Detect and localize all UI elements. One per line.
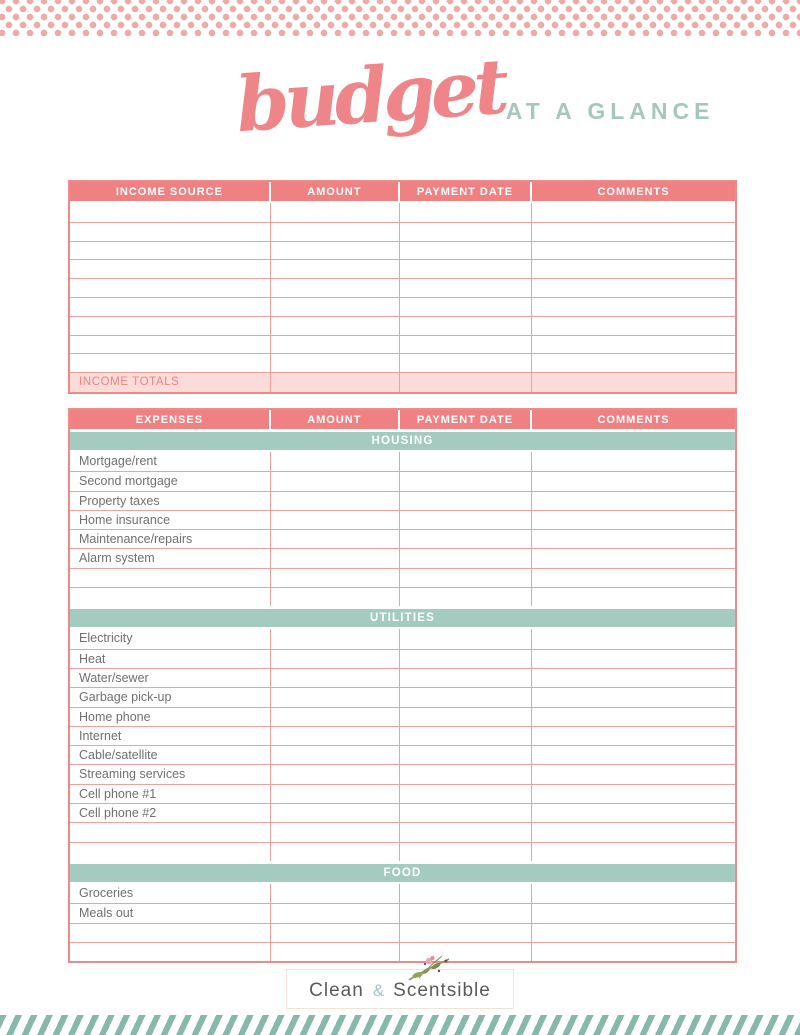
row-label-cell [70,260,271,278]
entry-cell [271,373,400,392]
entry-cell [532,336,735,354]
expense-row [70,707,735,726]
entry-cell [271,669,400,687]
entry-cell [400,452,532,471]
row-label-cell: Cell phone #2 [70,804,271,822]
page-title [0,34,800,158]
expense-row [70,491,735,510]
row-label-cell: Mortgage/rent [70,452,271,471]
expenses-table [68,408,737,963]
row-label-cell: Garbage pick-up [70,688,271,706]
entry-cell [400,549,532,567]
entry-cell [271,765,400,783]
entry-cell [271,242,400,260]
row-label-cell [70,943,271,961]
expense-row [70,452,735,471]
entry-cell [271,688,400,706]
row-label-cell [70,588,271,606]
entry-cell [400,511,532,529]
entry-cell [532,530,735,548]
entry-cell [532,317,735,335]
row-label-cell [70,336,271,354]
entry-cell [532,373,735,392]
entry-cell [271,785,400,803]
entry-cell [532,242,735,260]
entry-cell [400,492,532,510]
income-row [70,222,735,241]
entry-cell [400,242,532,260]
entry-cell [271,708,400,726]
section-band-utilities: UTILITIES [70,609,735,627]
entry-cell [400,688,532,706]
column-header: PAYMENT DATE [400,182,532,201]
entry-cell [400,804,532,822]
entry-cell [400,317,532,335]
entry-cell [271,317,400,335]
entry-cell [271,727,400,745]
expense-row [70,471,735,490]
expense-row [70,587,735,606]
entry-cell [532,708,735,726]
income-row [70,203,735,222]
expense-row [70,649,735,668]
column-header: AMOUNT [271,410,400,429]
section-band-housing: HOUSING [70,432,735,450]
entry-cell [400,765,532,783]
entry-cell [400,588,532,606]
entry-cell [400,650,532,668]
row-label-cell: Water/sewer [70,669,271,687]
entry-cell [400,530,532,548]
brand-box [286,969,514,1009]
entry-cell [400,823,532,841]
entry-cell [400,924,532,942]
row-label-cell: Meals out [70,904,271,922]
row-label-cell [70,223,271,241]
footer-logo [0,962,800,1016]
row-label-cell: Internet [70,727,271,745]
row-label-cell: Property taxes [70,492,271,510]
row-label-cell [70,279,271,297]
entry-cell [400,727,532,745]
entry-cell [532,823,735,841]
section-band-food: FOOD [70,864,735,882]
entry-cell [400,785,532,803]
entry-cell [532,260,735,278]
entry-cell [271,746,400,764]
entry-cell [532,492,735,510]
expense-row [70,529,735,548]
row-label-cell: Alarm system [70,549,271,567]
income-row [70,316,735,335]
brand-ampersand: & [372,981,385,1000]
entry-cell [400,669,532,687]
entry-cell [271,588,400,606]
expense-row [70,668,735,687]
row-label-cell: Electricity [70,629,271,648]
entry-cell [271,549,400,567]
expense-row [70,822,735,841]
entry-cell [532,298,735,316]
entry-cell [271,452,400,471]
income-row [70,335,735,354]
expense-row [70,687,735,706]
expense-row [70,726,735,745]
row-label-cell [70,298,271,316]
entry-cell [532,452,735,471]
entry-cell [400,884,532,903]
entry-cell [271,569,400,587]
entry-cell [400,746,532,764]
entry-cell [400,843,532,861]
income-row [70,278,735,297]
row-label-cell [70,924,271,942]
entry-cell [271,511,400,529]
expense-row [70,923,735,942]
row-label-cell: Groceries [70,884,271,903]
entry-cell [532,785,735,803]
entry-cell [400,260,532,278]
brand-name-clean: Clean [309,980,364,1001]
row-label-cell [70,317,271,335]
entry-cell [532,943,735,961]
entry-cell [400,629,532,648]
column-header: INCOME SOURCE [70,182,271,201]
entry-cell [532,765,735,783]
entry-cell [532,843,735,861]
row-label-cell [70,823,271,841]
row-label-cell [70,843,271,861]
row-label-cell [70,242,271,260]
entry-cell [532,629,735,648]
income-table [68,180,737,394]
entry-cell [400,336,532,354]
row-label-cell: Streaming services [70,765,271,783]
entry-cell [532,354,735,372]
entry-cell [532,650,735,668]
entry-cell [532,884,735,903]
expense-row [70,629,735,648]
row-label-cell: Second mortgage [70,472,271,490]
entry-cell [532,924,735,942]
entry-cell [400,203,532,222]
entry-cell [532,223,735,241]
expense-row [70,510,735,529]
income-row [70,259,735,278]
entry-cell [532,203,735,222]
expense-row [70,784,735,803]
entry-cell [532,804,735,822]
entry-cell [532,904,735,922]
row-label-cell [70,569,271,587]
table-header-row [70,182,735,201]
stripe-border [0,1015,800,1035]
row-label-cell [70,354,271,372]
title-script-budget: budget [232,41,507,150]
entry-cell [271,336,400,354]
entry-cell [400,904,532,922]
entry-cell [271,924,400,942]
entry-cell [532,688,735,706]
entry-cell [271,843,400,861]
entry-cell [271,298,400,316]
entry-cell [271,884,400,903]
entry-cell [271,354,400,372]
entry-cell [271,492,400,510]
row-label-cell: Cable/satellite [70,746,271,764]
entry-cell [532,279,735,297]
entry-cell [532,549,735,567]
column-header: COMMENTS [597,185,670,198]
entry-cell [271,650,400,668]
title-subtitle: AT A GLANCE [505,97,715,124]
expense-row [70,942,735,961]
entry-cell [271,279,400,297]
row-label-cell: Heat [70,650,271,668]
income-totals-row [70,372,735,392]
row-label-cell [70,203,271,222]
expense-row [70,745,735,764]
entry-cell [271,223,400,241]
entry-cell [271,629,400,648]
entry-cell [271,904,400,922]
row-label-cell: Home insurance [70,511,271,529]
column-header: PAYMENT DATE [400,410,532,429]
entry-cell [271,530,400,548]
brand-name-scentsible: Scentsible [393,980,491,1001]
column-header: EXPENSES [70,410,271,429]
expense-row [70,548,735,567]
expense-row [70,884,735,903]
income-row [70,241,735,260]
entry-cell [271,823,400,841]
income-row [70,297,735,316]
entry-cell [271,943,400,961]
expense-row [70,903,735,922]
row-label-cell: Maintenance/repairs [70,530,271,548]
column-header: COMMENTS [597,413,670,426]
entry-cell [532,746,735,764]
entry-cell [271,260,400,278]
entry-cell [400,279,532,297]
row-label-cell: INCOME TOTALS [70,373,271,392]
entry-cell [532,511,735,529]
entry-cell [400,708,532,726]
expense-row [70,842,735,861]
column-header: AMOUNT [271,182,400,201]
row-label-cell: Cell phone #1 [70,785,271,803]
expense-row [70,764,735,783]
entry-cell [532,569,735,587]
entry-cell [271,472,400,490]
row-label-cell: Home phone [70,708,271,726]
expense-row [70,803,735,822]
entry-cell [400,223,532,241]
entry-cell [532,472,735,490]
entry-cell [271,804,400,822]
entry-cell [532,588,735,606]
floral-sprig-icon [405,953,453,983]
income-row [70,353,735,372]
entry-cell [400,373,532,392]
polka-dot-border [0,0,800,36]
table-header-row [70,410,735,429]
entry-cell [400,472,532,490]
entry-cell [400,354,532,372]
entry-cell [400,298,532,316]
entry-cell [271,203,400,222]
entry-cell [400,569,532,587]
entry-cell [532,727,735,745]
expense-row [70,568,735,587]
entry-cell [532,669,735,687]
